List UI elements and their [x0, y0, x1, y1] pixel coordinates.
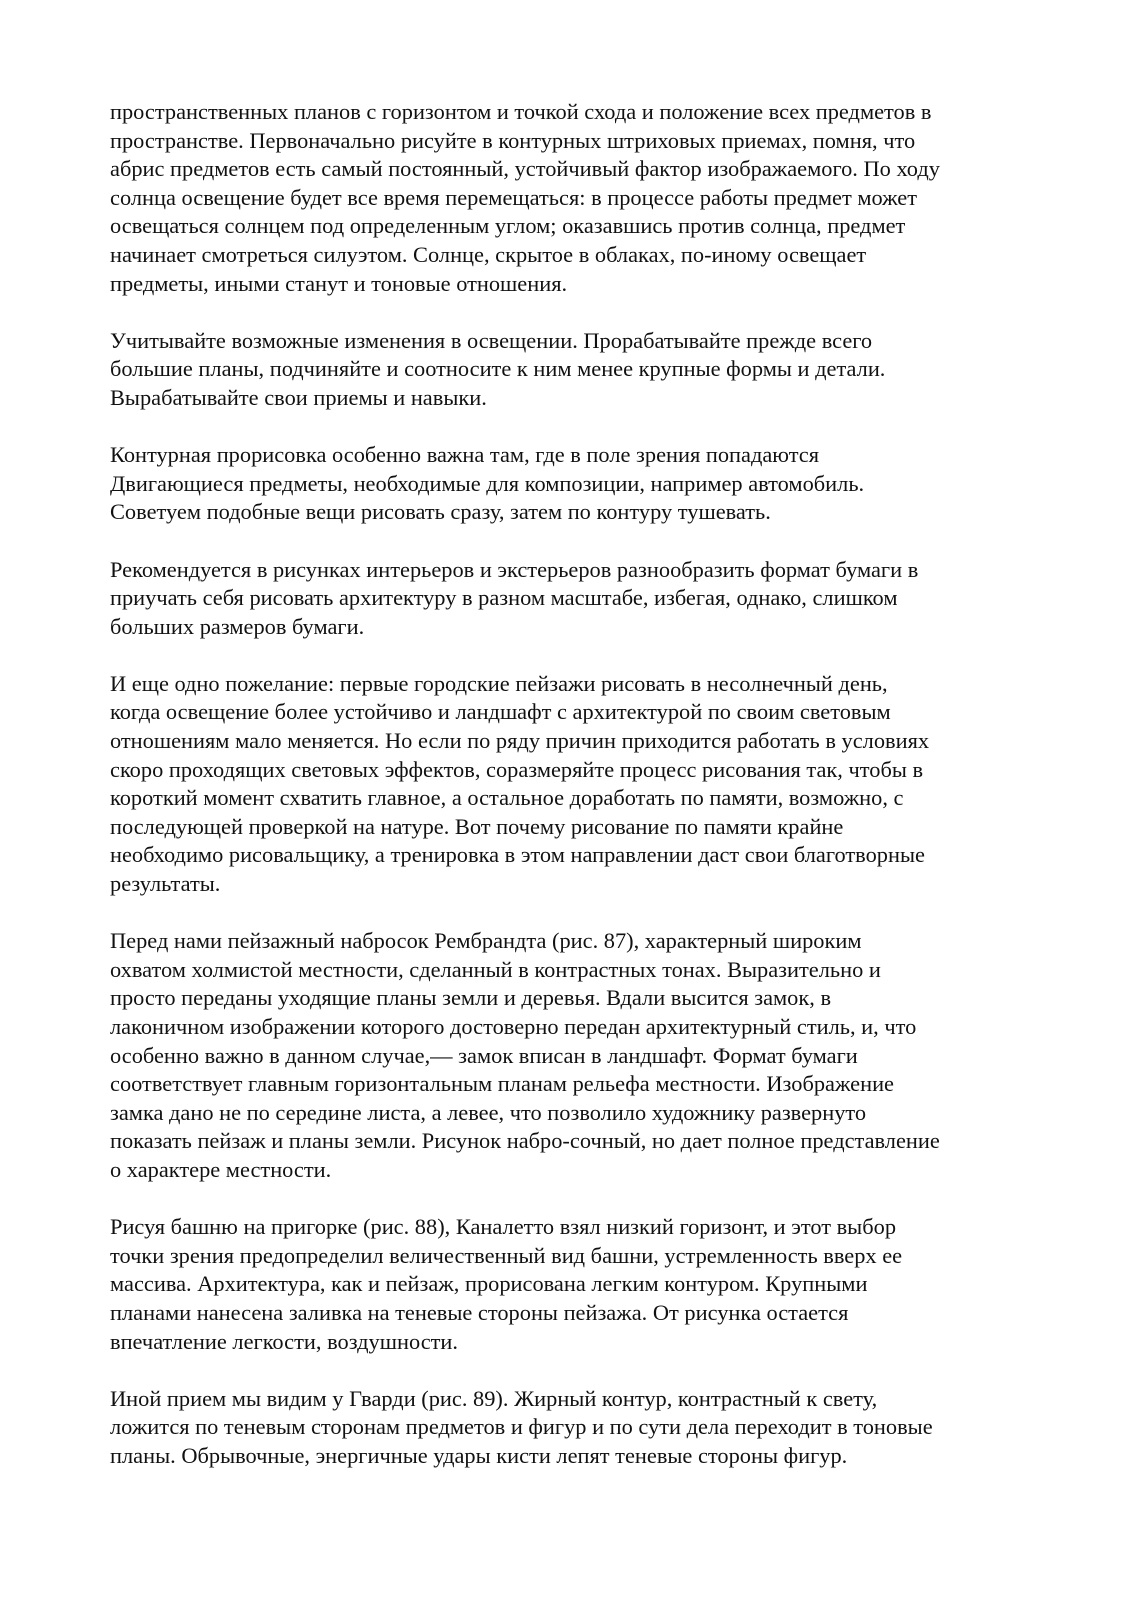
paragraph: Контурная прорисовка особенно важна там, где в поле зрения попадаются Двигающиеся предметы, необходимые для композиции, например автомобиль. Советуем подобные вещи рисовать сразу, затем по контуру тушевать.: [110, 442, 865, 525]
paragraph: Учитывайте возможные изменения в освещении. Прорабатывайте прежде всего большие планы, подчиняйте и соотносите к ним менее крупные формы и детали. Вырабатывайте свои приемы и навыки.: [110, 327, 886, 410]
paragraph: Рекомендуется в рисунках интерьеров и экстерьеров разнообразить формат бумаги в приучать себя рисовать архитектуру в разном масштабе, избегая, однако, слишком больших размеров бумаги.: [110, 556, 919, 639]
document-page: [110, 98, 1040, 1471]
paragraph: Перед нами пейзажный набросок Рембрандта (рис. 87), характерный широким охватом холмистой местности, сделанный в контрастных тонах. Выразительно и просто переданы уходящие планы земли и деревья. Вдали высится замок, в лаконичном изображении которого достоверно передан архитектурный стиль, и, что особенно важно в данном случае,— замок вписан в ландшафт. Формат бумаги соответствует главным горизонтальным планам рельефа местности. Изображение замка дано не по середине листа, а левее, что позволило художнику развернуто показать пейзаж и планы земли. Рисунок набро-сочный, но дает полное представление о характере местности.: [110, 928, 940, 1182]
paragraph: И еще одно пожелание: первые городские пейзажи рисовать в несолнечный день, когда освещение более устойчиво и ландшафт с архитектурой по своим световым отношениям мало меняется. Но если по ряду причин приходится работать в условиях скоро проходящих световых эффектов, соразмеряйте процесс рисования так, чтобы в короткий момент схватить главное, а остальное доработать по памяти, возможно, с последующей проверкой на натуре. Вот почему рисование по памяти крайне необходимо рисовальщику, а тренировка в этом направлении даст свои благотворные результаты.: [110, 670, 930, 897]
paragraph: Иной прием мы видим у Гварди (рис. 89). Жирный контур, контрастный к свету, ложится по теневым сторонам предметов и фигур и по сути дела переходит в тоновые планы. Обрывочные, энергичные удары кисти лепят теневые стороны фигур.: [110, 1385, 933, 1468]
paragraph: пространственных планов с горизонтом и точкой схода и положение всех предметов в пространстве. Первоначально рисуйте в контурных штриховых приемах, помня, что абрис предметов есть самый постоянный, устойчивый фактор изображаемого. По ходу солнца освещение будет все время перемещаться: в процессе работы предмет может освещаться солнцем под определенным углом; оказавшись против солнца, предмет начинает смотреться силуэтом. Солнце, скрытое в облаках, по-иному освещает предметы, иными станут и тоновые отношения.: [110, 99, 940, 296]
paragraph: Рисуя башню на пригорке (рис. 88), Каналетто взял низкий горизонт, и этот выбор точки зрения предопределил величественный вид башни, устремленность вверх ее массива. Архитектура, как и пейзаж, прорисована легким контуром. Крупными планами нанесена заливка на теневые стороны пейзажа. От рисунка остается впечатление легкости, воздушности.: [110, 1214, 903, 1354]
